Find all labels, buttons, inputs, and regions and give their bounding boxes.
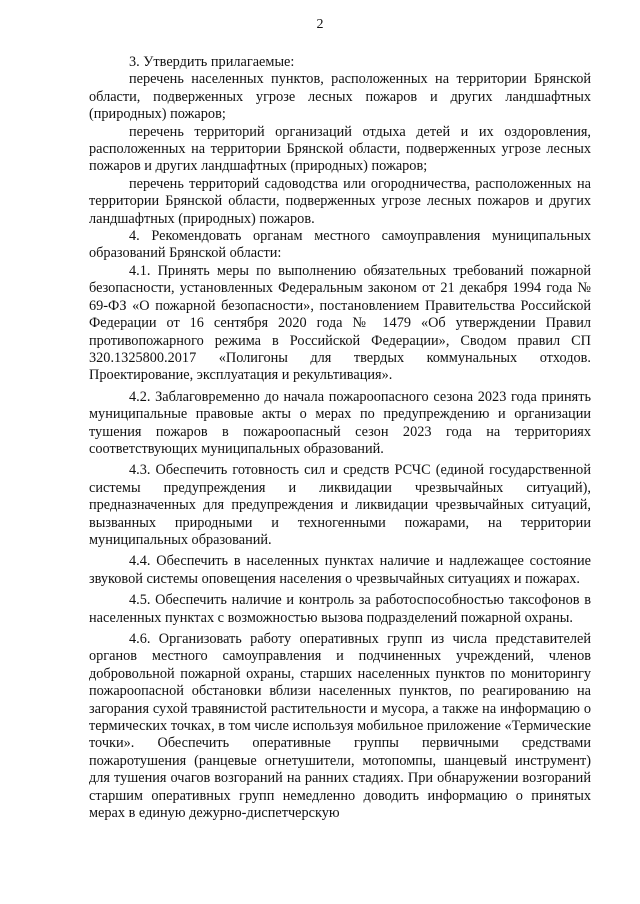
document-body — [89, 54, 591, 822]
paragraph-list-gardening: перечень территорий садоводства или огородничества, расположенных на территории Брянской области, подверженных угрозе лесных пожаров и других ландшафтных (природных) пожаров. — [89, 175, 591, 227]
paragraph-item-4-2: 4.2. Заблаговременно до начала пожароопасного сезона 2023 года принять муниципальные правовые акты о мерах по предупреждению и организации тушения пожаров в пожароопасный сезон 2023 года на территориях соответствующих муниципальных образований. — [89, 388, 591, 457]
page-number: 2 — [316, 17, 324, 32]
paragraph-list-children-camps: перечень территорий организаций отдыха детей и их оздоровления, расположенных на территории Брянской области, подверженных угрозе лесных пожаров и других ландшафтных (природных) пожаров; — [89, 123, 591, 175]
paragraph-item-4-1: 4.1. Принять меры по выполнению обязательных требований пожарной безопасности, установленных Федеральным законом от 21 декабря 1994 года № 69-ФЗ «О пожарной безопасности», постановлением Правительства Российской Федерации от 16 сентября 2020 года № 1479 «Об утверждении Правил противопожарного режима в Российской Федерации», Сводом правил СП 320.1325800.2017 «Полигоны для твердых коммунальных отходов. Проектирование, эксплуатация и рекультивация». — [89, 262, 591, 384]
paragraph-item-3: 3. Утвердить прилагаемые: — [129, 54, 295, 70]
paragraph-item-4-6: 4.6. Организовать работу оперативных групп из числа представителей органов местного самоуправления и подчиненных учреждений, членов добровольной пожарной охраны, старших населенных пунктов по мониторингу пожароопасной обстановки вблизи населенных пунктов, по реагированию на загорания сухой травянистой растительности и мусора, а также на информацию о термических точках, в том числе используя мобильное приложение «Термические точки». Обеспечить оперативные группы первичными средствами пожаротушения (ранцевые огнетушители, мотопомпы, шанцевый инструмент) для тушения очагов возгораний на ранних стадиях. При обнаружении возгораний старшим оперативных групп немедленно доводить информацию о принятых мерах в единую дежурно-диспетчерскую — [89, 631, 591, 822]
paragraph-item-4-5: 4.5. Обеспечить наличие и контроль за работоспособностью таксофонов в населенных пунктах с возможностью вызова подразделений пожарной охраны. — [89, 592, 591, 626]
paragraph-item-4-3: 4.3. Обеспечить готовность сил и средств РСЧС (единой государственной системы предупреждения и ликвидации чрезвычайных ситуаций), предназначенных для предупреждения и ликвидации чрезвычайных ситуаций, вызванных природными и техногенными пожарами, на территории муниципальных образований. — [89, 462, 591, 548]
paragraph-item-4-4: 4.4. Обеспечить в населенных пунктах наличие и надлежащее состояние звуковой системы оповещения населения о чрезвычайных ситуациях и пожарах. — [89, 553, 591, 587]
paragraph-item-4: 4. Рекомендовать органам местного самоуправления муниципальных образований Брянской области: — [89, 228, 591, 262]
paragraph-list-settlements: перечень населенных пунктов, расположенных на территории Брянской области, подверженных угрозе лесных пожаров и других ландшафтных (природных) пожаров; — [89, 71, 591, 123]
